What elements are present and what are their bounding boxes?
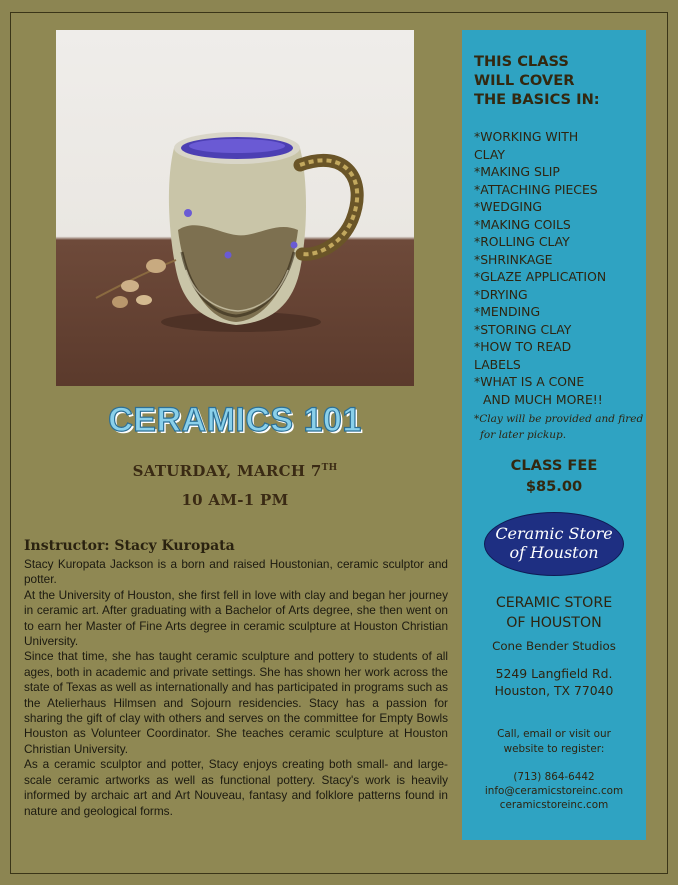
registration-note-line: Call, email or visit our [497,728,611,740]
store-logo [484,512,624,576]
mug-photo [56,30,414,386]
event-time: 10 AM-1 PM [181,491,289,509]
logo-line: Ceramic Store [495,524,613,543]
topic-item: *ROLLING CLAY [474,234,570,249]
topic-item: *MAKING COILS [474,216,571,232]
contact-info [462,770,646,812]
topic-item: *HOW TO READ [474,339,572,354]
logo-line: of Houston [509,543,599,562]
registration-note-line: website to register: [503,743,605,755]
note-line-text: for later pickup. [480,429,567,441]
bio-paragraph: Since that time, she has taught ceramic sculpture and pottery to students of all ages, both in academic and private settings. She has shown her work across the state of Texas as well as internationally and has participated in programs such as the Atelierhaus Hilmsen and Sojourn residencies. Stacy has a passion for sharing the gift of clay with others and serves on the committee for Empty Bowls Houston as Volunteer Coordinator. She teaches ceramic sculpture at Houston Christian University. [24,649,448,756]
topic-item: *MAKING SLIP [474,164,560,179]
website-link[interactable]: ceramicstoreinc.com [499,799,609,811]
store-name [462,593,646,633]
topic-item: LABELS [474,356,521,372]
topic-item: *SHRINKAGE [474,251,553,267]
address-line: 5249 Langfield Rd. [495,666,613,681]
class-fee-amount: $85.00 [525,478,583,495]
mug-illustration [56,30,414,386]
class-fee-label: CLASS FEE [510,457,598,474]
note-line [474,427,646,443]
topic-item: AND MUCH MORE!! [483,391,603,407]
store-name-line: CERAMIC STORE [495,595,613,611]
topic-item: *WHAT IS A CONE [474,374,585,389]
studio-name: Cone Bender Studios [492,639,616,653]
instructor-heading: Instructor: Stacy Kuropata [24,538,235,554]
topic-item: *WORKING WITH [474,129,579,144]
topic-item: *WEDGING [474,199,542,214]
store-name-line: OF HOUSTON [506,615,602,631]
topics-list [474,128,646,408]
topic-item: *STORING CLAY [474,321,572,337]
panel-heading-line: THIS CLASS [474,53,569,70]
topic-item: *DRYING [474,286,528,302]
topic-item: *GLAZE APPLICATION [474,269,607,284]
topic-item: *ATTACHING PIECES [474,181,598,197]
event-date-text: SATURDAY, MARCH 7 [132,462,322,480]
panel-heading-line: WILL COVER [474,72,575,89]
class-info-panel [462,30,646,840]
note-line: *Clay will be provided and fired [474,413,644,425]
topic-item: CLAY [474,146,505,162]
panel-heading-line: THE BASICS IN: [474,91,600,108]
bio-paragraph: At the University of Houston, she first fell in love with clay and began her journey in ceramic art. After graduating with a Bachelor of Arts degree, she then went on to earn her Master of Fine Arts degree in ceramic sculpture at Houston Christian University. [24,587,448,649]
registration-note [462,727,646,757]
bio-paragraph: Stacy Kuropata Jackson is a born and raised Houstonian, ceramic sculptor and potter. [24,557,448,587]
event-title: CERAMICS 101 [108,401,362,439]
event-date [56,462,414,480]
topic-item: *MENDING [474,304,541,319]
phone-link[interactable]: (713) 864-6442 [513,771,595,783]
clay-note [474,411,646,443]
store-address [462,665,646,699]
instructor-bio [24,557,448,819]
address-line: Houston, TX 77040 [494,683,614,698]
bio-paragraph: As a ceramic sculptor and potter, Stacy enjoys creating both small- and large-scale ceramic artworks as well as functional pottery. Stacy's work is heavily informed by archaic art and Art Nouveau, fantasy and folklore patterns found in nature and geological forms. [24,757,448,818]
email-link[interactable]: info@ceramicstoreinc.com [484,785,624,797]
panel-heading [474,52,644,109]
event-date-suffix: TH [321,463,338,473]
